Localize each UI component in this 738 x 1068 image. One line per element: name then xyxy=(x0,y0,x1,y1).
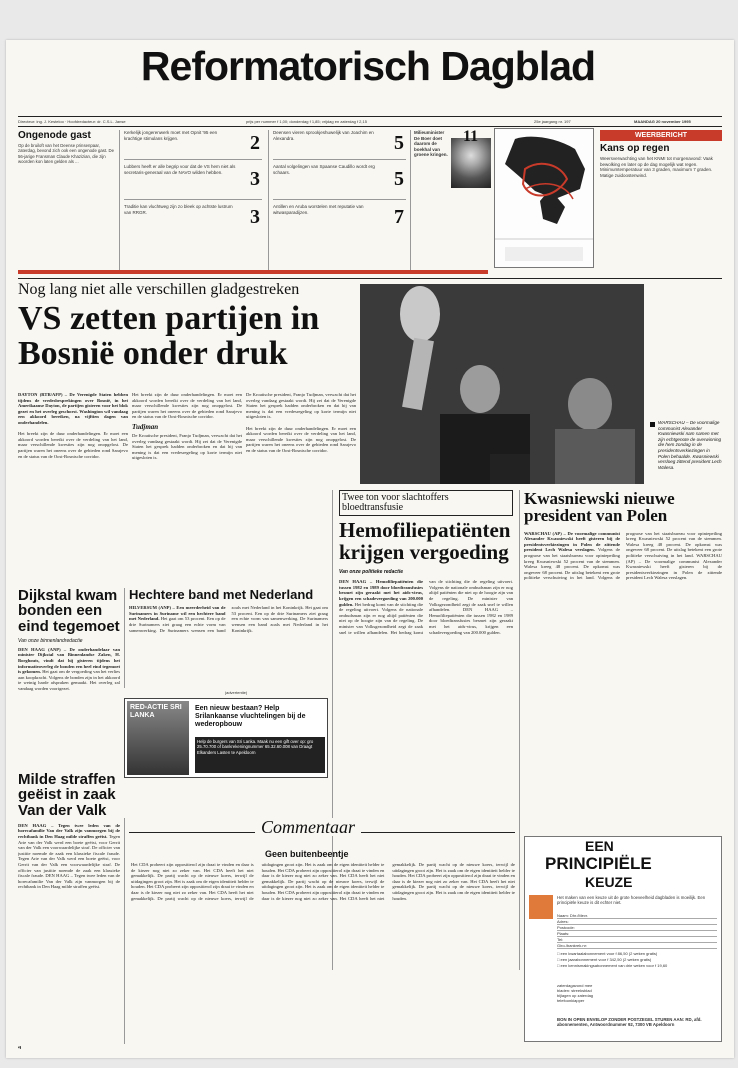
teaser-text: Aantal volgelingen van Spaanse Caudillo wordt erg schaars. xyxy=(273,164,375,175)
teaser-item[interactable] xyxy=(124,130,262,160)
bosnia-body2-text: De Kroatische president, Franjo Tudjman, verwacht dat het overleg vandaag gestaakt wordt. Hij zei dat de Verenigde Staten het gesprek hadden onderbroken en dat hij van mening is dat een vredesregeling op korte termijn niet uitgesloten is. xyxy=(246,392,356,420)
commentaar-body-text: Het CDA probeert zijn oppositierol zijn draai te vinden en daar is de kiezer nog niet zo zeker van. Het CDA heeft het niet gemakkelijk. De partij wacht op de nieuwe koers, terwijl de uitdagingen groot zijn. Het is zaak om de eigen identiteit helder te houden. xyxy=(392,873,515,901)
hemofilie-lead-text: DEN HAAG – Hemofiliepatiënten die tussen 1982 en 1989 door bloedtransfusies besmet zijn geraakt met het aids-virus, krijgen een schadevergoeding van 200.000 gulden. xyxy=(429,607,513,635)
hechtere-body xyxy=(129,605,328,681)
teaser-text: Kerkelijk jongerenwerk moet met Opnit '95 een krachtige stimulans krijgen. xyxy=(124,130,218,141)
weather-box xyxy=(600,130,722,270)
form-field[interactable]: Adres: xyxy=(557,919,717,925)
perk-item: bladen: streeksblad xyxy=(557,988,592,993)
milde-body-text: Tegen Arie van der Valk werd een boete geëist, voor Gerrit van der Valk een voorwaardelijke straf. De officier van justitie noemde de zaak een klassieke fiscale fraude. xyxy=(18,834,120,856)
hechtere-body-text: Het gaat om 53 procent. Een op de drie Surinamers ziet graag een echte vorm van samenwerking. De Surinamers wensen een band zoals met Nederland in het Koninkrijk. xyxy=(129,605,304,633)
teaser-page-number: 5 xyxy=(394,168,404,190)
bosnia-body-text: Het breekt zijn de duur onderhandelingen. Er moet een akkoord worden bereikt over de verdeling van het land, maar verschillende kwesties zijn nog onopgelost. De partijen waren het oneens over de gebieden rond Sarajevo en de status van de Oost-Bosnische corridor. xyxy=(18,431,128,459)
bosnia-body-text: Het breekt zijn de duur onderhandelingen. Er moet een akkoord worden bereikt over de verdeling van het land, maar verschillende kwesties zijn nog onopgelost. De partijen waren het oneens over de gebieden rond Sarajevo en de status van de Oost-Bosnische corridor. xyxy=(132,392,242,420)
milde-story xyxy=(18,772,120,1042)
sri-lanka-advert[interactable] xyxy=(124,698,328,778)
milde-body xyxy=(18,823,120,1023)
weather-map-graphic xyxy=(495,129,593,267)
teaser-page-number: 2 xyxy=(250,132,260,154)
photo-graphic xyxy=(360,284,644,484)
hechtere-body-text: Het gaat om 53 procent. Een op de drie Surinamers ziet graag een echte vorm van samenwerking. De Surinamers wensen een band zoals met Nederland in het Koninkrijk. xyxy=(231,605,328,633)
hemofilie-kicker: Twee ton voor slachtoffers bloedtransfusie xyxy=(339,490,513,516)
teaser-title: Ongenode gast xyxy=(18,130,91,141)
teaser-column-b xyxy=(268,130,406,270)
teaser-text: Milieuminister De Boer doet daarom de boekhal van groene kringen. xyxy=(414,130,448,158)
commentaar-body-text: Het CDA probeert zijn oppositierol zijn draai te vinden en daar is de kiezer nog niet zo zeker van. Het CDA heeft het niet gemakkelijk. De partij wacht op de nieuwe koers, terwijl de uitdagingen groot zijn. Het is zaak om de eigen identiteit helder te houden. xyxy=(261,867,385,895)
kwasniewski-lead-text: WARSCHAU (AP) – De voormalige communist Alexander Kwasniewski heeft gisteren bij de presidentsverkiezingen in Polen de zittende president Lech Walesa verslagen. xyxy=(626,553,722,581)
hemofilie-byline: Van onze politieke redactie xyxy=(339,569,404,576)
teaser-item[interactable] xyxy=(273,204,406,234)
weather-map xyxy=(494,128,594,268)
commentaar-body xyxy=(131,862,515,1038)
perk-item: zaterdagavond mee xyxy=(557,983,593,988)
milde-lead-text: DEN HAAG – Tegen twee leden van de horecafamilie Van der Valk zijn vanmorgen bij de rechtbank in Den Haag milde straffen geëist. xyxy=(18,873,120,890)
teaser-ongenode-gast[interactable] xyxy=(18,130,120,270)
advert-photo xyxy=(127,701,189,775)
keuze-intro: Het maken van een keuze uit de grote hoeveelheid dagbladen is moeilijk. Een principiële keuze is dit echter niet. xyxy=(557,895,706,906)
teaser-item[interactable] xyxy=(273,130,406,160)
teaser-item[interactable] xyxy=(124,164,262,200)
teaser-page-number: 7 xyxy=(394,206,404,228)
teaser-page-number: 5 xyxy=(394,132,404,154)
bosnia-column-2 xyxy=(132,392,242,580)
keuze-title-1: EEN xyxy=(585,838,614,854)
caption-bullet-icon xyxy=(650,422,655,427)
keuze-perks xyxy=(557,983,717,1003)
kwasniewski-lead-text: WARSCHAU (AP) – De voormalige communist Alexander Kwasniewski heeft gisteren bij de presidentsverkiezingen in Polen de zittende president Lech Walesa verslagen. xyxy=(524,530,620,553)
bosnia-lead-text: DAYTON (RTR/AFP) – De Verenigde Staten hebben tijdens de vredesbesprekingen over Bosnië, in het Amerikaanse Dayton, de partijen gisteren voor het blok gezet en het overleg geschorst. Washington wil vandaag een akkoord bereiken, na vijftien dagen van onderhandelen. xyxy=(18,392,128,425)
teaser-page-number: 11 xyxy=(463,128,479,145)
perk-item: bijlagen op zaterdag xyxy=(557,993,594,998)
kwasniewski-body-text: Volgens de prognose van het staatsbureau voor opiniepeiling kreeg Kwasniewski 52 procent van de stemmen. Walesa kreeg 48 procent. De opkomst was ongeveer 68 procent. De uitslag betekent een grote politieke verschuiving in het land. xyxy=(597,530,722,581)
commentaar-body-text: Het CDA probeert zijn oppositierol zijn draai te vinden en daar is de kiezer nog niet zo zeker van. Het CDA heeft het niet gemakkelijk. De partij wacht op de nieuwe koers, terwijl de uitdagingen groot zijn. Het is zaak om de eigen identiteit helder te houden. xyxy=(131,862,385,901)
dijkstal-headline: Dijkstal kwam bonden een eind tegemoet xyxy=(18,587,120,635)
teaser-page-number: 3 xyxy=(250,206,260,228)
option-label: een jaarabonnement voor f 342,50 (2 weken gratis) xyxy=(560,957,652,962)
kwasniewski-headline: Kwasniewski nieuwe president van Polen xyxy=(524,489,675,526)
dijkstal-body-text: Het gaat om de vergoeding van het verlies aan koopkracht. Volgens de bonden zijn in het akkoord te weinig harde afspraken gemaakt. Het overleg zal vandaag worden voortgezet. xyxy=(18,669,120,692)
advert-label: (advertentie) xyxy=(224,690,248,695)
milde-headline: Milde straffen geëist in zaak Van der Valk xyxy=(18,771,116,819)
perk-item: telefoonkiapper xyxy=(557,998,585,1003)
kwasniewski-body-text: Volgens de prognose van het staatsbureau voor opiniepeiling kreeg Kwasniewski 52 procent van de stemmen. Walesa kreeg 48 procent. De opkomst was ongeveer 68 procent. De uitslag betekent een grote politieke verschuiving in het land. xyxy=(524,547,620,581)
dijkstal-story xyxy=(18,588,120,768)
teaser-text: Deensen vieren sprookjeshuwelijk van Joachim en Alexandra. xyxy=(273,130,374,141)
bon-badge-icon xyxy=(529,895,553,919)
form-field[interactable]: Tel: xyxy=(557,937,717,943)
commentaar-body-text: Het CDA probeert zijn oppositierol zijn draai te vinden en daar is de kiezer nog niet zo zeker van. Het CDA heeft het niet gemakkelijk. De partij wacht op de nieuwe koers, terwijl de uitdagingen groot zijn. Het is zaak om de eigen identiteit helder te houden. xyxy=(261,862,515,901)
teaser-item[interactable] xyxy=(124,204,262,234)
keuze-footer: BON IN OPEN ENVELOP ZONDER POSTZEGEL STUREN AAN: RD, afd. abonnementen, Antwoordnummer 92, 7300 VB Apeldoorn xyxy=(557,1017,702,1028)
teaser-text: Traditie kan vluchtweg zijn zo bleek op achtste lustrum van RRGR. xyxy=(124,204,233,215)
milde-body-text: Tegen Arie van der Valk werd een boete geëist, voor Gerrit van der Valk een voorwaardelijke straf. De officier van justitie noemde de zaak een klassieke fiscale fraude. xyxy=(18,856,120,879)
keuze-title-2: PRINCIPIËLE xyxy=(545,854,652,873)
masthead-price: prijs per nummer f 1,00; donderdag f 1,85; vrijdag en zaterdag f 2,15 xyxy=(246,119,367,124)
masthead-director: Directeur: ing. J. Kesteloo · Hoofdredacteur: dr. C.S.L. Janse xyxy=(18,119,126,124)
form-field[interactable]: Naam: Dhr./Mevr. xyxy=(557,913,717,919)
teaser-text: Op de bruiloft van het Deense prinsenpaar, zaterdag, bevond zich ook een ongenode gast. De 56-jarige Fransman Claude Khazizian, die zijn woorden kon laten gelden als ... xyxy=(18,143,115,165)
subscription-advert[interactable] xyxy=(524,836,722,1042)
commentaar-title: Geen buitenbeentje xyxy=(265,849,349,859)
page-number: 4 xyxy=(18,1046,22,1051)
advert-footer: Help de burgers van Sri Lanka. Maak nu een gift over op: gro 25.70.700 of bankrekeningnummer 65.32.60.008 van Draagt Elkanders Lasten te Apeldoorn xyxy=(195,737,325,773)
hemofilie-headline: Hemofiliepatiënten krijgen vergoeding xyxy=(339,518,511,564)
dijkstal-body xyxy=(18,647,120,757)
option-checkbox[interactable]: □ een kennismakingsabonnement van drie weken voor f 19,60 xyxy=(557,963,668,968)
hemofilie-body-text: Het bedrag komt van de stichting die de regeling uitvoert. Volgens de nationale ombudsman zijn er nog altijd patiënten die niet op de hoogte zijn van de regeling. De minister van Volksgezondheid zegt de zaak snel te willen afhandelen. xyxy=(339,601,423,635)
form-field[interactable]: Giro-/bankrek.nr: xyxy=(557,943,717,949)
newspaper-page xyxy=(6,40,734,1058)
bosnia-kicker: Nog lang niet alle verschillen gladgestreken xyxy=(18,281,300,298)
milde-lead-text: DEN HAAG – Tegen twee leden van de horecafamilie Van der Valk zijn vanmorgen bij de rechtbank in Den Haag milde straffen geëist. xyxy=(18,822,120,840)
teaser-column-a xyxy=(124,130,262,270)
teaser-text: Lubbers heeft er alle begrip voor dat de VS hem niet als secretaris-generaal van de NAVO wilden hebben. xyxy=(124,164,236,175)
bosnia-headline: VS zetten partijen in Bosnië onder druk xyxy=(18,300,320,372)
weather-text: Weersverwachting van het KNMI tot morgenavond: Vaak bewolking en later op de dag mogelijk wat regen. Minimumtemperatuur van 3 graden, maximum 7 graden. Matige zuidoostenwind. xyxy=(600,156,713,178)
caption-text: WARSCHAU – De voormalige communist Alexander Kwasniewski nam samen met zijn echtgenote de overwinning die hem zondag in de presidentsverkiezingen in Polen behaalde. Kwasniewski versloeg zittend president Lech Walesa. xyxy=(658,420,722,470)
teaser-item[interactable] xyxy=(273,164,406,200)
option-label: een kwartaalabonnement voor f 86,50 (2 weken gratis) xyxy=(560,951,658,956)
option-checkbox[interactable]: □ een jaarabonnement voor f 342,50 (2 weken gratis) xyxy=(557,957,652,962)
option-label: een kennismakingsabonnement van drie weken voor f 19,60 xyxy=(560,963,668,968)
masthead-date: MAANDAG 20 november 1995 xyxy=(634,119,691,124)
teaser-red-band xyxy=(18,270,488,274)
teaser-text: Antillen en Aruba worstelen met reputatie van witwasparadijzen. xyxy=(273,204,364,215)
weather-subtitle: Kans op regen xyxy=(600,143,670,154)
hechtere-story xyxy=(124,588,328,688)
weather-title: WEERBERICHT xyxy=(600,130,722,141)
hemofilie-lead-text: DEN HAAG – Hemofiliepatiënten die tussen 1982 en 1989 door bloedtransfusies besmet zijn geraakt met het aids-virus, krijgen een schadevergoeding van 200.000 gulden. xyxy=(339,579,423,607)
keuze-title-3: KEUZE xyxy=(585,874,633,890)
kwasniewski-body xyxy=(524,531,722,821)
kwasniewski-story xyxy=(524,490,722,830)
teaser-page-number: 3 xyxy=(250,168,260,190)
kwasniewski-photo xyxy=(360,284,644,484)
bosnia-body2-text: De Kroatische president, Franjo Tudjman, verwacht dat het overleg vandaag gestaakt wordt. Hij zei dat de Verenigde Staten het gesprek hadden onderbroken en dat hij van mening is dat een vredesregeling op korte termijn niet uitgesloten is. xyxy=(132,433,242,461)
advert-headline: Een nieuw bestaan? Help Srilankaanse vluchtelingen bij de wederopbouw xyxy=(195,705,306,728)
keuze-form xyxy=(557,913,717,969)
bosnia-lead xyxy=(18,392,128,580)
photo-caption xyxy=(650,420,722,470)
teaser-de-boer[interactable] xyxy=(410,130,490,270)
form-field[interactable]: Plaats: xyxy=(557,931,717,937)
dijkstal-lead-text: DEN HAAG (ANP) – De onderhandelaar van minister Dijkstal van Binnenlandse Zaken, H. Borghouts, vindt dat hij gisteren tijdens het informatieoverleg de bonden een heel eind tegemoet is gekomen. xyxy=(18,646,120,675)
option-checkbox[interactable]: □ een kwartaalabonnement voor f 86,50 (2 weken gratis) xyxy=(557,951,658,956)
bosnia-body-text: Het breekt zijn de duur onderhandelingen. Er moet een akkoord worden bereikt over de verdeling van het land, maar verschillende kwesties zijn nog onopgelost. De partijen waren het oneens over de gebieden rond Sarajevo en de status van de Oost-Bosnische corridor. xyxy=(246,425,356,453)
commentaar-section xyxy=(124,818,518,1044)
masthead-volume: 25e jaargang nr. 197 xyxy=(534,119,571,124)
dijkstal-byline: Van onze binnenlandredactie xyxy=(18,637,83,644)
form-field[interactable]: Postcode: xyxy=(557,925,717,931)
advert-brand: RED-ACTIE SRI LANKA xyxy=(130,704,182,719)
masthead-title: Reformatorisch Dagblad xyxy=(140,43,596,89)
commentaar-label: Commentaar xyxy=(255,818,361,836)
commentaar-body-text: Het CDA probeert zijn oppositierol zijn draai te vinden en daar is de kiezer nog niet zo zeker van. Het CDA heeft het niet gemakkelijk. De partij wacht op de nieuwe koers, terwijl de uitdagingen groot zijn. Het is zaak om de eigen identiteit helder te houden. xyxy=(131,862,254,890)
hechtere-headline: Hechtere band met Nederland xyxy=(129,587,314,602)
hechtere-lead-text: HILVERSUM (ANP) – Een meerderheid van de Surinamers in Suriname wil een hechtere band met Nederland. xyxy=(129,605,226,622)
hemofilie-body-text: Het bedrag komt van de stichting die de regeling uitvoert. Volgens de nationale ombudsman zijn er nog altijd patiënten die niet op de hoogte zijn van de regeling. De minister van Volksgezondheid zegt de zaak snel te willen afhandelen. xyxy=(390,579,513,635)
bosnia-subhead: Tudjman xyxy=(132,422,159,431)
